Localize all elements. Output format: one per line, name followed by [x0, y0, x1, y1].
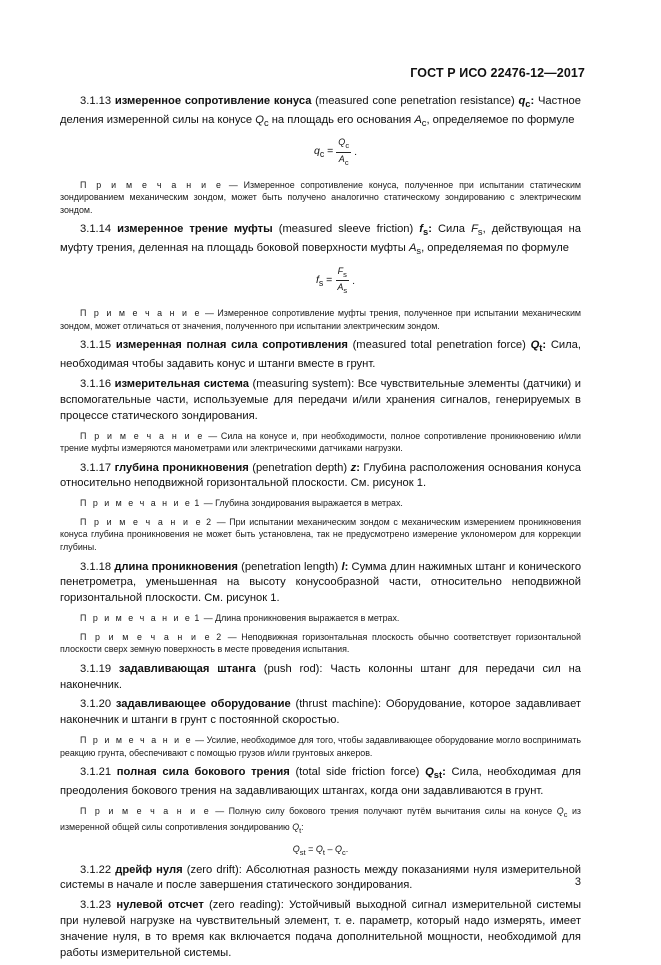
- note-3-1-16: П р и м е ч а н и е — Сила на конусе и, при необходимости, полное сопротивление проникновению и/или трение муфты измеряются манометрами или электрическими датчиками нагрузки.: [60, 430, 582, 454]
- term-3-1-22: 3.1.22 дрейф нуля (zero drift): Абсолютная разность между показаниями нуля измерительной системы в начале и после завершения статического зондирования.: [60, 863, 582, 892]
- term-3-1-14: 3.1.14 измеренное трение муфты (measured sleeve friction) $f_s$: Сила $F_s$, действующая на муфту трения, деленная на площадь боковой поверхности муфты $A_s$, определяемая по формуле: [60, 223, 581, 257]
- term-3-1-23: 3.1.23 нулевой отсчет (zero reading): Устойчивый выходной сигнал измерительной системы при нулевой нагрузке на чувствительный элемент, т. е. параметр, который надо измерять, имеет значение нуля, в то время как включается подача дополнительной мощности, необходимой для работы измерительной системы.: [60, 899, 582, 959]
- term-3-1-13: 3.1.13 измеренное сопротивление конуса (measured cone penetration resistance) $q_c$: Частное деления измеренной силы на конусе $Q_c$ на площадь его основания $A_c$, определяемое по формуле: [60, 95, 581, 129]
- formula-fs: $f_s$ = $\frac{F_s}{A_s}$ .: [315, 265, 356, 296]
- term-3-1-20: 3.1.20 задавливающее оборудование (thrust machine): Оборудование, которое задавливает наконечник и штанги в грунт с постоянной скоростью.: [60, 698, 582, 727]
- content: [60, 94, 581, 965]
- note-3-1-21: П р и м е ч а н и е — Полную силу бокового трения получают путём вычитания силы на конусе $Q_c$ из измеренной общей силы сопротивления зондированию $Q_t$:: [60, 806, 581, 836]
- formula-qst: $Q_{st} = Q_t - Q_c$.: [292, 843, 349, 857]
- term-name: измерительная система: [114, 378, 249, 391]
- term-name: измеренное сопротивление конуса: [114, 95, 312, 107]
- term-3-1-21: 3.1.21 полная сила бокового трения (total side friction force) $Q_{st}$: Сила, необходимая для преодоления бокового трения на задавливающих штангах, когда они задавливаются в грунт.: [60, 766, 581, 798]
- note-3-1-14: П р и м е ч а н и е — Измеренное сопротивление муфты трения, полученное при испытании механическим зондом, может отличаться от значения, полученного при испытании электрическим зондом.: [60, 308, 581, 331]
- term-3-1-17: 3.1.17 глубина проникновения (penetration depth) z: Глубина расположения основания конуса относительно неподвижной горизонтальной плоскости. См. рисунок 1.: [60, 461, 581, 490]
- term-name: глубина проникновения: [114, 461, 249, 474]
- note-3-1-18-1: П р и м е ч а н и е 1 — Длина проникновения выражается в метрах.: [80, 613, 400, 624]
- standard-header: ГОСТ Р ИСО 22476-12—2017: [410, 66, 585, 80]
- term-name: измеренное трение муфты: [117, 223, 273, 236]
- term-name: дрейф нуля: [115, 863, 183, 876]
- term-name: задавливающая штанга: [118, 662, 256, 675]
- note-3-1-20: П р и м е ч а н и е — Усилие, необходимое для того, чтобы задавливающее оборудование могло воспринимать реакцию грунта, обеспечивают с помощью грузов и/или грунтовых анкеров.: [60, 735, 582, 758]
- term-3-1-18: 3.1.18 длина проникновения (penetration length) l: Сумма длин нажимных штанг и конического пенетрометра, уменьшенная на высоту конусообразной части, относительно неподвижной горизонтальной плоскости. См. рисунок 1.: [60, 560, 582, 605]
- term-name: длина проникновения: [114, 560, 238, 573]
- note-3-1-18-2: П р и м е ч а н и е 2 — Неподвижная горизонтальная плоскость обычно соответствует горизонтальной плоскости сверх земную поверхность в месте проведения испытания.: [60, 631, 582, 655]
- note-3-1-17-1: П р и м е ч а н и е 1 — Глубина зондирования выражается в метрах.: [80, 498, 403, 509]
- term-name: задавливающее оборудование: [115, 698, 291, 711]
- term-name: измеренная полная сила сопротивления: [115, 339, 348, 352]
- term-3-1-16: 3.1.16 измерительная система (measuring system): Все чувствительные элементы (датчики) и вспомогательные части, используемые для передачи и/или хранения сигналов, генерируемых в процессе статического зондирования.: [60, 378, 582, 422]
- term-3-1-19: 3.1.19 задавливающая штанга (push rod): Часть колонны штанг для передачи сил на наконечник.: [60, 662, 582, 691]
- note-3-1-17-2: П р и м е ч а н и е 2 — При испытании механическим зондом с механическим измерением проникновения конуса глубина проникновения не может быть установлена, так не предусмотрено измерение уклономером для коррекции глубины.: [60, 516, 581, 553]
- term-3-1-15: 3.1.15 измеренная полная сила сопротивления (measured total penetration force) $Q_t$: Сила, необходимая чтобы задавить конус и штанги вместе в грунт.: [60, 339, 582, 371]
- term-name: полная сила бокового трения: [116, 766, 290, 779]
- term-name: нулевой отсчет: [116, 899, 204, 912]
- note-3-1-13: П р и м е ч а н и е — Измеренное сопротивление конуса, полученное при испытании статическим зондированием механическим зондом, может быть получено аналогично статическому зондированию с электрическим зондом.: [60, 179, 582, 215]
- page-number: 3: [574, 876, 581, 888]
- formula-qc: $q_c$ = $\frac{Q_c}{A_c}$ .: [314, 137, 357, 167]
